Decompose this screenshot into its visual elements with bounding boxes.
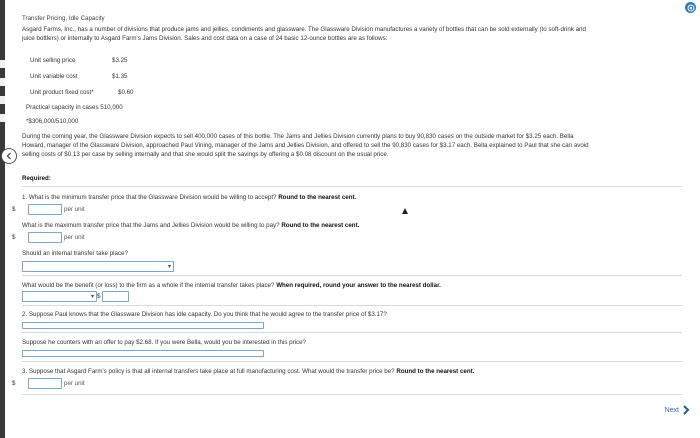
unit-data-label: Unit product fixed cost* bbox=[30, 89, 94, 96]
dollar-sign: $ bbox=[12, 234, 16, 241]
chevron-down-icon: ▾ bbox=[90, 294, 94, 300]
divider bbox=[22, 305, 682, 306]
question-text: Suppose he counters with an offer to pay $2.68. If you were Bella, would you be interested in this price? bbox=[22, 339, 306, 346]
unit-data-value: $1.35 bbox=[112, 73, 128, 80]
strip-gap bbox=[0, 78, 5, 86]
question-text: What would be the benefit (or loss) to the firm as a whole if the internal transfer takes place? bbox=[22, 282, 275, 289]
question-1b bbox=[22, 222, 359, 229]
q2b-answer-textarea[interactable] bbox=[22, 350, 264, 357]
divider bbox=[22, 332, 682, 333]
question-text: Should an internal transfer take place? bbox=[22, 250, 128, 257]
unit-label: per unit bbox=[64, 206, 85, 213]
strip-gap bbox=[0, 60, 5, 68]
strip-gap bbox=[0, 114, 5, 122]
question-text: 2. Suppose Paul knows that the Glassware Division has idle capacity. Do you think that he would agree to the transfer price of $3.17? bbox=[22, 311, 387, 318]
question-1c bbox=[22, 250, 128, 257]
problem-title: Transfer Pricing, Idle Capacity bbox=[22, 15, 105, 22]
next-button[interactable] bbox=[665, 405, 690, 415]
unit-data-value: $0.60 bbox=[118, 89, 134, 96]
help-button[interactable] bbox=[685, 2, 696, 13]
q2-answer-textarea[interactable] bbox=[22, 322, 264, 329]
chevron-down-icon: ▾ bbox=[167, 264, 171, 270]
unit-data-label: Unit variable cost bbox=[30, 73, 78, 80]
scenario-paragraph: During the coming year, the Glassware Division expects to sell 400,000 cases of this bottle. The Jams and Jellies Division currently plans to buy 90,830 cases on the outside market for $3.25 each. Bella bbox=[22, 133, 574, 140]
benefit-loss-select[interactable] bbox=[22, 291, 97, 302]
help-icon bbox=[687, 4, 695, 12]
question-3 bbox=[22, 368, 474, 375]
dollar-sign: $ bbox=[97, 293, 101, 300]
question-2b bbox=[22, 339, 306, 346]
full-cost-transfer-price-input[interactable] bbox=[28, 378, 62, 389]
unit-label: per unit bbox=[64, 380, 85, 387]
unit-data-value: $3.25 bbox=[112, 57, 128, 64]
question-text: 3. Suppose that Asgard Farm's policy is that all internal transfers take place at full manufacturing cost. What would the transfer price be? bbox=[22, 368, 395, 375]
scenario-paragraph: Howard, manager of the Glassware Division, approached Paul Vining, manager of the Jams and Jellies Division, and offered to sell the 90,830 cases for $3.17 each. Bella explained to Paul that she can avoid bbox=[22, 142, 589, 149]
rounding-instruction: Round to the nearest cent. bbox=[278, 194, 357, 201]
divider bbox=[22, 186, 682, 187]
rounding-instruction: Round to the nearest cent. bbox=[396, 368, 475, 375]
divider bbox=[22, 394, 682, 395]
question-text: What is the maximum transfer price that the Jams and Jellies Division would be willing to pay? bbox=[22, 222, 280, 229]
dollar-sign: $ bbox=[12, 380, 16, 387]
question-text: 1. What is the minimum transfer price that the Glassware Division would be willing to accept? bbox=[22, 194, 277, 201]
divider bbox=[22, 275, 682, 276]
strip-gap bbox=[0, 96, 5, 104]
rounding-instruction: Round to the nearest cent. bbox=[281, 222, 360, 229]
required-heading: Required: bbox=[22, 175, 51, 182]
intro-line: juice bottlers) or internally to Asgard Farm's Jams Division. Sales and cost data on a case of 24 basic 12-ounce bottles are as follows: bbox=[22, 35, 388, 42]
unit-label: per unit bbox=[64, 234, 85, 241]
max-transfer-price-input[interactable] bbox=[28, 232, 62, 243]
chevron-left-icon bbox=[5, 152, 13, 160]
intro-line: Asgard Farms, Inc., has a number of divisions that produce jams and jellies, condiments and glassware. The Glassware Division manufactures a variety of bottles that can be sold externally (to soft-drink and bbox=[22, 26, 586, 33]
scenario-paragraph: selling costs of $0.13 per case by selling internally and that she would split the savings by offering a $0.08 discount on the usual price. bbox=[22, 151, 389, 158]
dollar-sign: $ bbox=[12, 206, 16, 213]
next-label: Next bbox=[664, 406, 679, 414]
mouse-cursor bbox=[402, 208, 408, 214]
chevron-right-icon bbox=[682, 405, 690, 415]
rounding-instruction: When required, round your answer to the nearest dollar. bbox=[276, 282, 441, 289]
divider bbox=[22, 361, 682, 362]
previous-button[interactable] bbox=[1, 148, 17, 164]
internal-transfer-select[interactable] bbox=[22, 261, 174, 272]
unit-data-label: Unit selling price bbox=[30, 57, 76, 64]
footnote: *$306,000/510,000 bbox=[26, 118, 79, 125]
capacity-line: Practical capacity in cases 510,000 bbox=[26, 104, 123, 111]
benefit-amount-input[interactable] bbox=[102, 291, 129, 302]
question-1d bbox=[22, 282, 441, 289]
question-2 bbox=[22, 311, 387, 318]
question-1 bbox=[22, 194, 356, 201]
min-transfer-price-input[interactable] bbox=[28, 204, 62, 215]
left-sidebar-strip bbox=[0, 0, 5, 438]
